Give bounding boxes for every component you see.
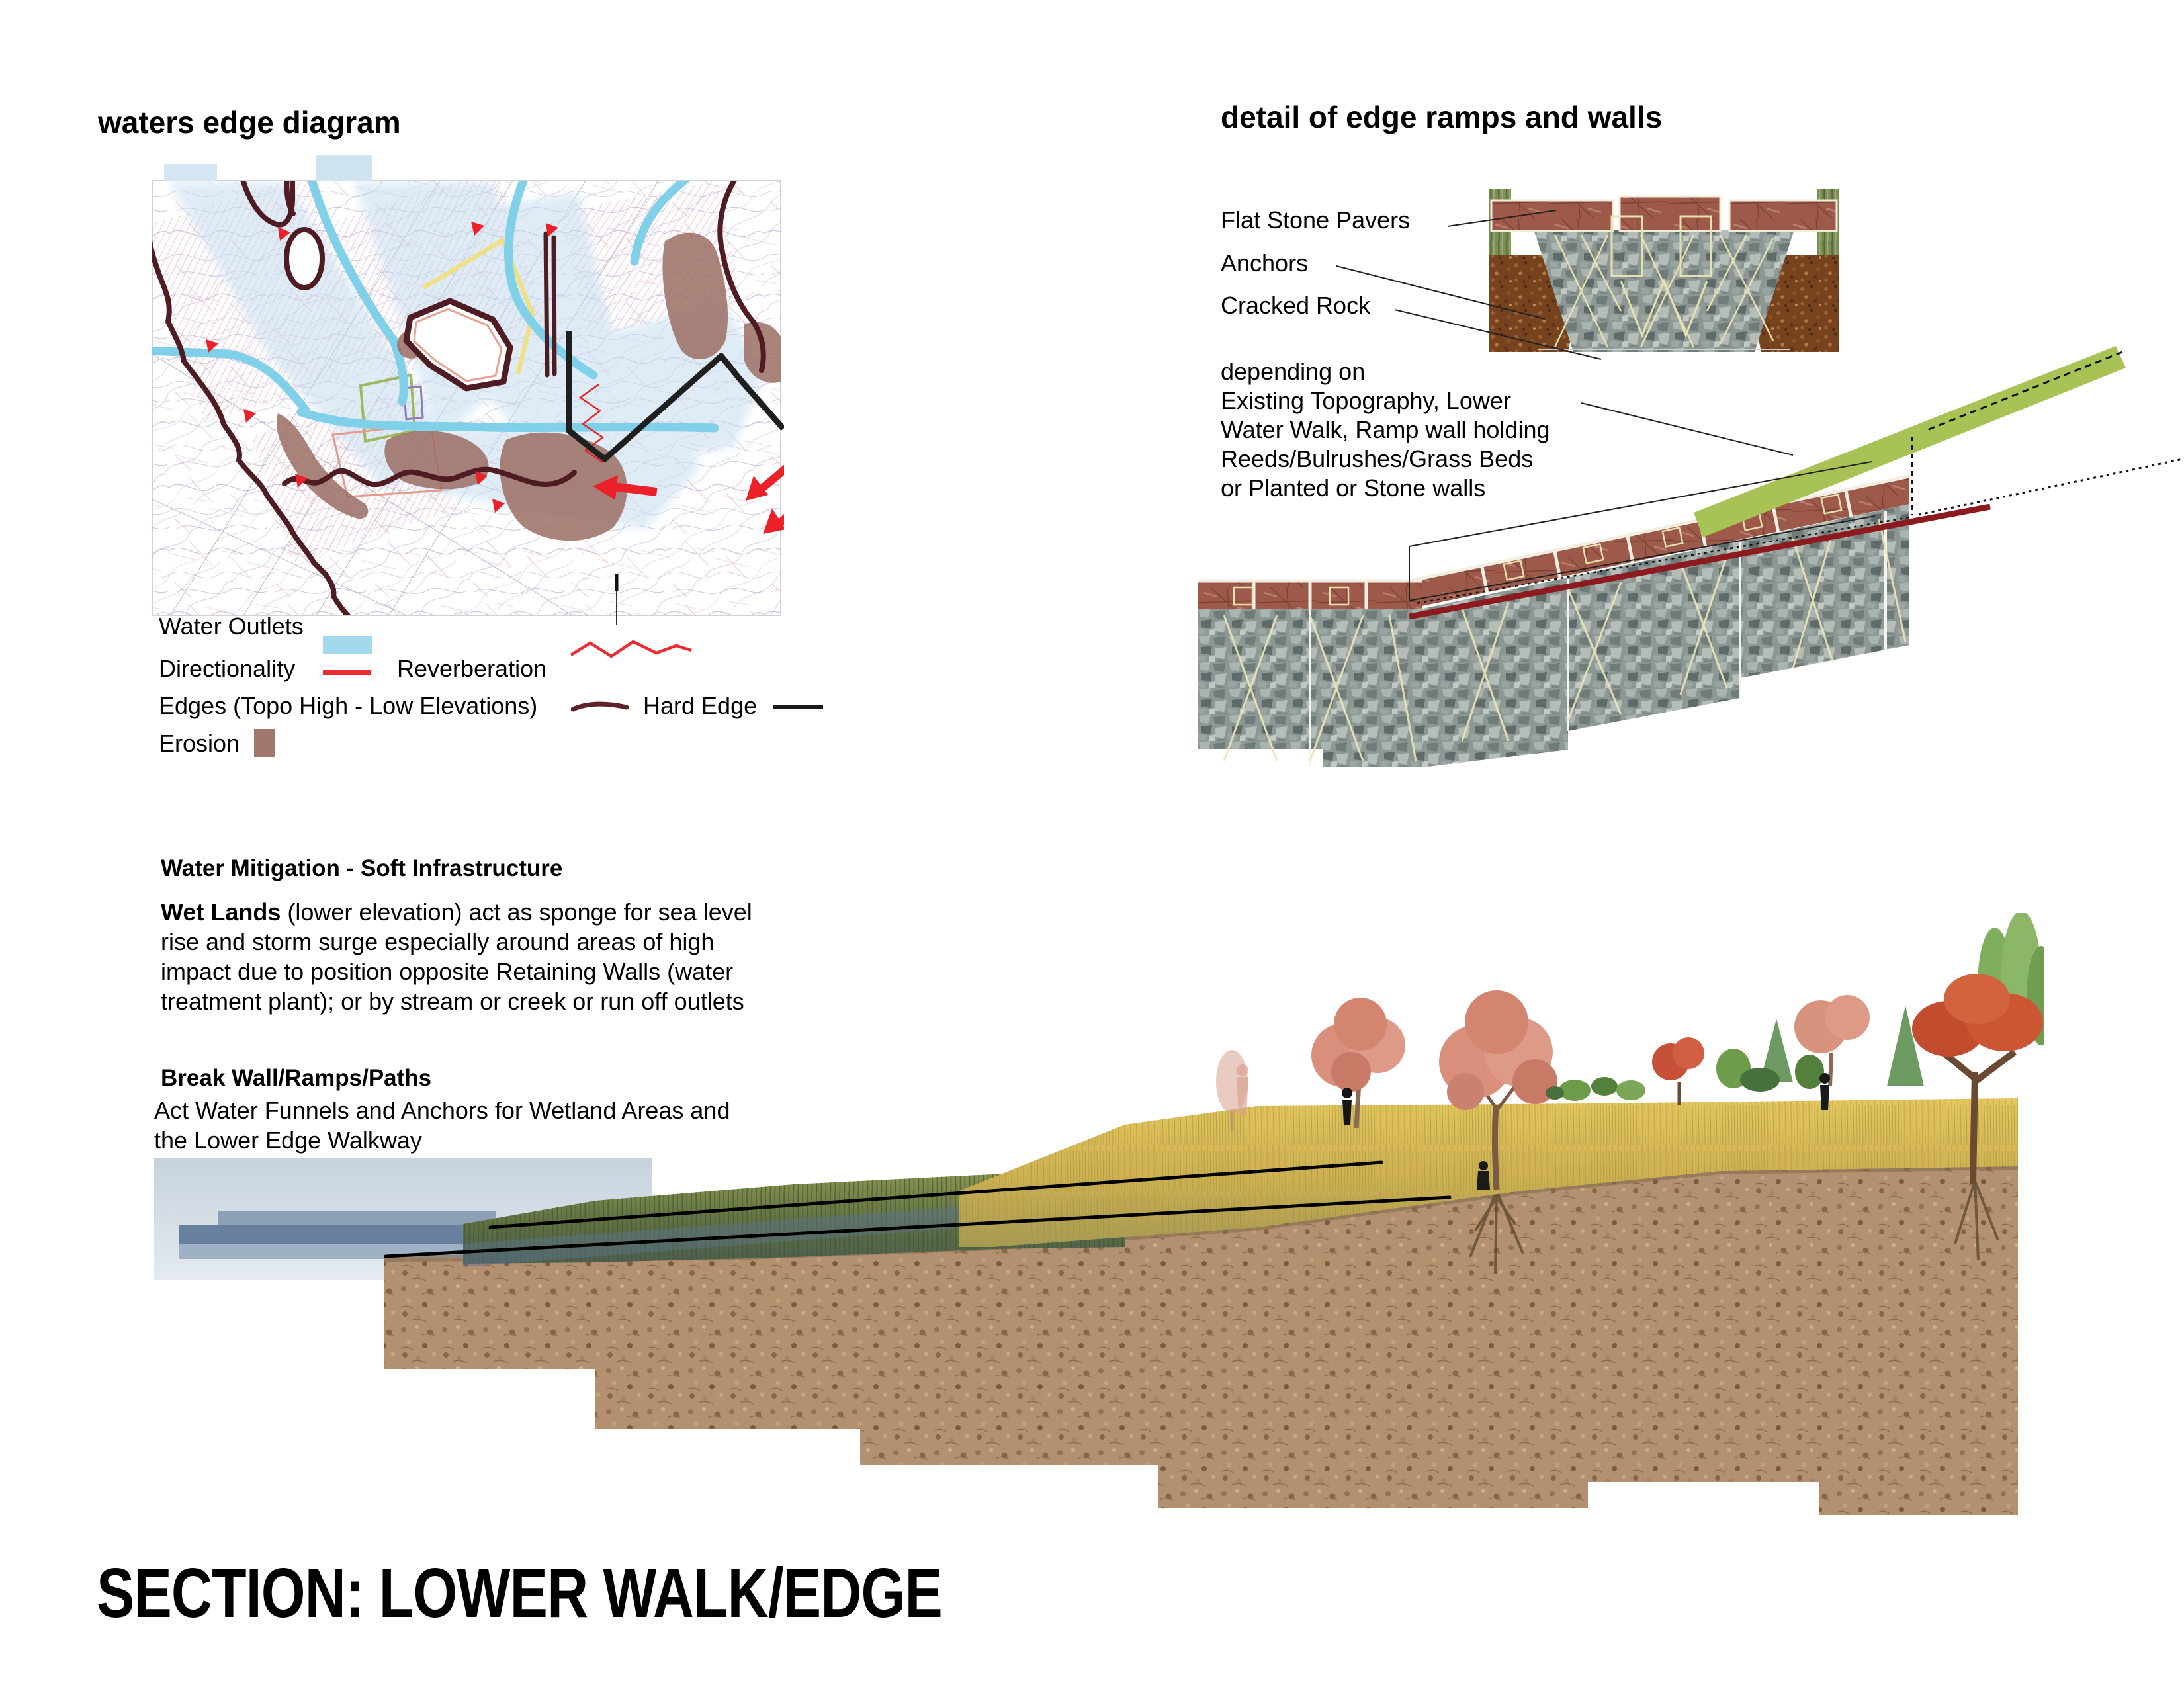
cracked-rock-label: Cracked Rock [1221,292,1371,319]
mitigation-heading: Water Mitigation - Soft Infrastructure [161,855,563,881]
wetlands-line-2: rise and storm surge especially around areas of high [161,928,715,955]
water-band-1 [218,1211,496,1225]
waters-edge-title: waters edge diagram [98,105,401,140]
caption-line-4: Reeds/Bulrushes/Grass Beds [1221,445,1534,472]
waters-edge-map [69,155,784,619]
hard-edge-swatch [773,705,823,709]
map-water-tab-2 [316,155,372,181]
map-body [69,155,784,619]
edge-ring [286,230,322,288]
legend-hard-edge-label: Hard Edge [643,692,758,719]
wetlands-line-3: impact due to position opposite Retaining Walls (water [161,958,734,985]
gabion-wall-photo [1489,189,1839,352]
detail-title: detail of edge ramps and walls [1221,100,1663,134]
wetlands-lead: Wet Lands [161,898,281,926]
shrub-row [1546,1077,1645,1101]
person-faint [1237,1064,1248,1115]
flat-stone-paver-band [1491,196,1837,231]
flat-stone-pavers-label: Flat Stone Pavers [1221,206,1411,234]
anchors-label: Anchors [1221,249,1309,277]
caption-line-1: depending on [1221,358,1366,385]
water-band-2 [179,1225,498,1244]
water-outlets-swatch [323,636,372,654]
legend-water-outlets-label: Water Outlets [159,613,304,640]
map-water-tab-1 [164,164,217,181]
breakwall-line-2: the Lower Edge Walkway [154,1127,422,1154]
legend-edges-label: Edges (Topo High - Low Elevations) [159,692,538,719]
green-ramp [1694,346,2126,537]
caption-line-5: or Planted or Stone walls [1221,474,1486,501]
cracked-rock-fill [1534,230,1794,352]
legend-erosion-label: Erosion [159,730,240,757]
breakwall-heading: Break Wall/Ramps/Paths [161,1065,432,1091]
breakwall-line-1: Act Water Funnels and Anchors for Wetland Areas and [154,1097,730,1124]
section-rendering [152,913,2044,1522]
caption-line-3: Water Walk, Ramp wall holding [1221,416,1550,443]
directionality-swatch [323,670,371,675]
reverberation-swatch [569,632,695,662]
caption-line-2: Existing Topography, Lower [1221,387,1511,414]
wetlands-line-1-rest: (lower elevation) act as sponge for sea level [281,898,752,926]
legend-reverberation-label: Reverberation [397,655,547,682]
section-title: SECTION: LOWER WALK/EDGE [97,1554,942,1632]
wetlands-line-4: treatment plant); or by stream or creek or run off outlets [161,988,744,1015]
ramp-wall-drawing [1198,344,2184,781]
red-tree-small [1652,1037,1704,1105]
erosion-swatch [254,729,275,757]
legend-directionality-label: Directionality [159,655,296,682]
edges-swatch [571,699,631,714]
